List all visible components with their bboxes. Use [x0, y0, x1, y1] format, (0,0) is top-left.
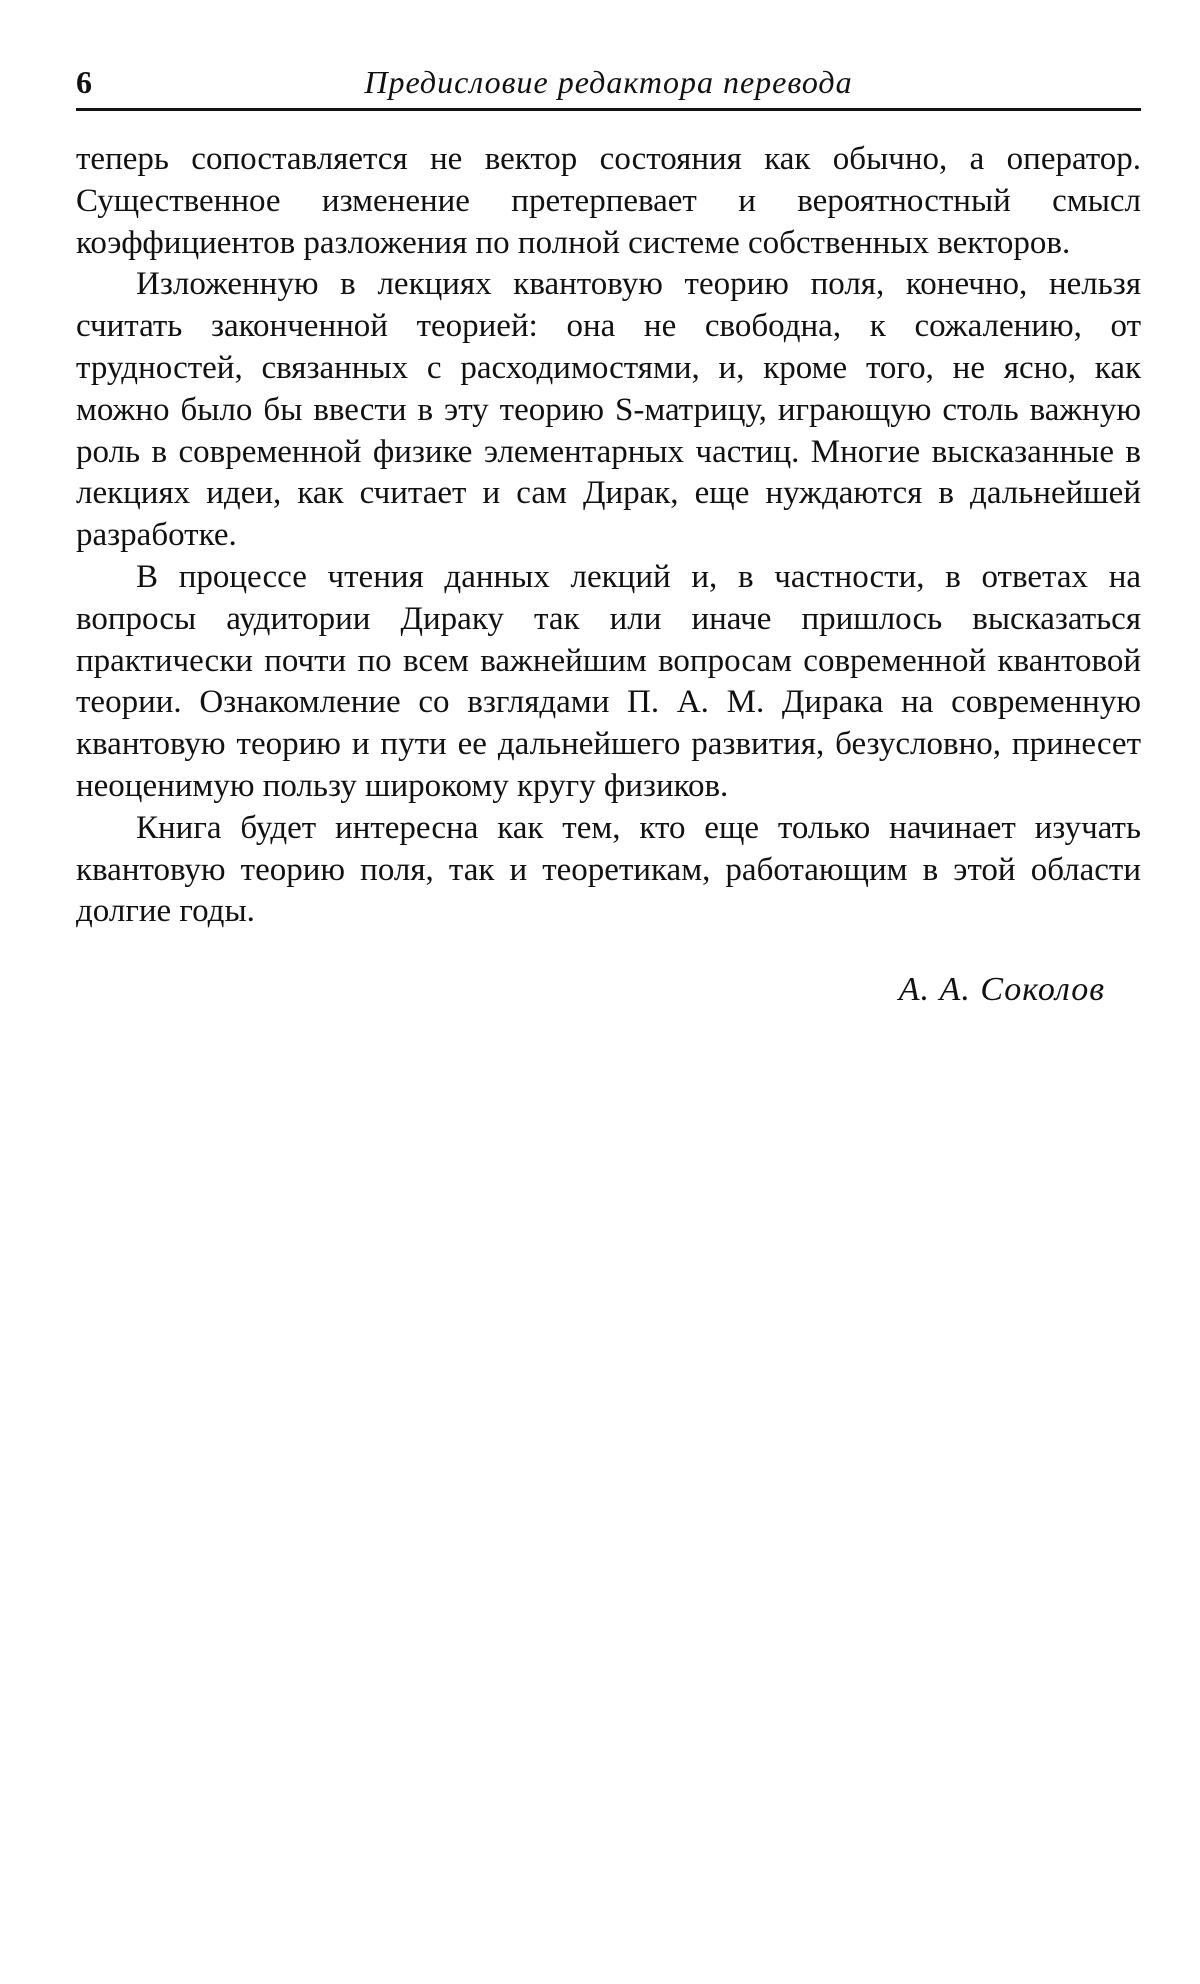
- paragraph-field-theory: Изложенную в лекциях квантовую теорию поля, конечно, нельзя считать законченной теорией: она не свободна, к сожалению, от трудностей, связанных с расходимостями, и, кроме того, не ясно, как можно было бы ввести в эту теорию S-матрицу, играющую столь важную роль в современной физике элементарных частиц. Многие высказанные в лекциях идеи, как считает и сам Дирак, еще нуждаются в дальнейшей разработке.: [76, 266, 1141, 554]
- body-text: [76, 139, 1141, 933]
- paragraph-audience: Книга будет интересна как тем, кто еще только начинает изучать квантовую теорию поля, так и теоретикам, работающим в этой области долгие годы.: [76, 809, 1141, 930]
- paragraph-continuation: теперь сопоставляется не вектор состояния как обычно, а оператор. Существенное изменение претерпевает и вероятностный смысл коэффициентов разложения по полной системе собственных векторов.: [76, 141, 1141, 261]
- running-head: [76, 60, 1141, 111]
- book-page: [76, 60, 1141, 1009]
- running-title: Предисловие редактора перевода: [364, 64, 853, 100]
- paragraph-lectures: В процессе чтения данных лекций и, в частности, в ответах на вопросы аудитории Дираку так или иначе пришлось высказаться практически почти по всем важнейшим вопросам современной квантовой теории. Ознакомление со взглядами П. А. М. Дирака на современную квантовую теорию и пути ее дальнейшего развития, безусловно, принесет неоценимую пользу широкому кругу физиков.: [76, 558, 1141, 804]
- signature: А. А. Соколов: [898, 971, 1105, 1009]
- page-number: 6: [76, 64, 92, 100]
